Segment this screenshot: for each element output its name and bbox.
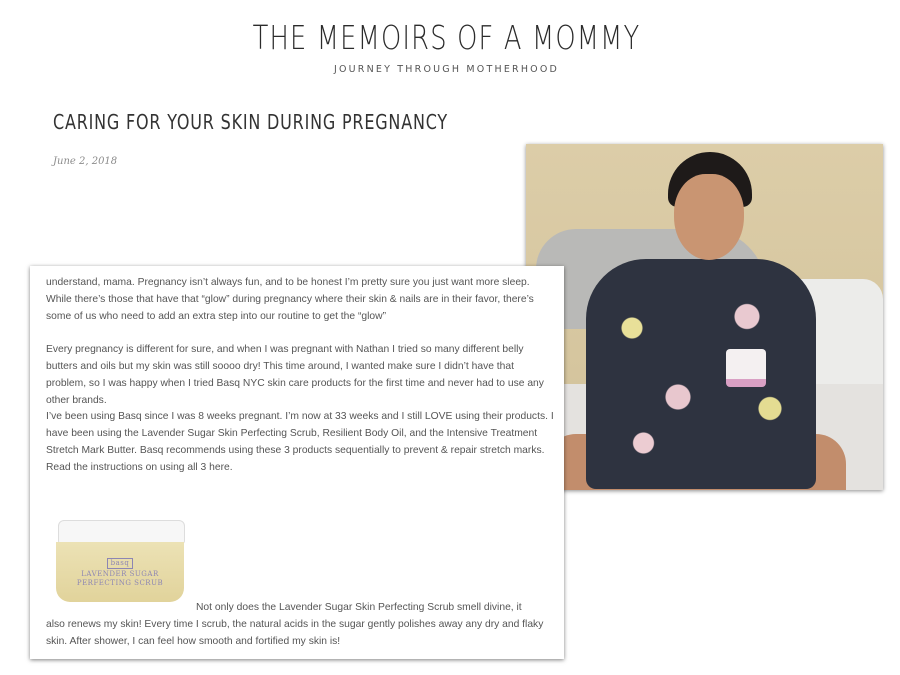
jar-label-line2: PERFECTING SCRUB (76, 579, 164, 587)
site-tagline: JOURNEY THROUGH MOTHERHOOD (333, 64, 560, 75)
photo-robe (586, 259, 816, 489)
jar-label-line1: LAVENDER SUGAR (81, 570, 159, 578)
jar-label (56, 558, 184, 588)
paragraph-intro: understand, mama. Pregnancy isn’t always fun, and to be honest I’m pretty sure you just want more sleep. While there’s those that have that “glow” during pregnancy where their skin & nails are in their favor, there’s some of us who need to add an extra step into our routine to get the “glow” (46, 277, 534, 322)
post-date: June 2, 2018 (53, 156, 118, 167)
photo-face (674, 174, 744, 260)
paragraph-experience: Every pregnancy is different for sure, and when I was pregnant with Nathan I tried so many different belly butters and oils but my skin was still soooo dry! This time around, I wanted make sure I didn’t have that problem, so I was happy when I tried Basq NYC skin care products for the first time and never had to use any other brands. (46, 344, 544, 406)
article-excerpt-card (30, 266, 564, 659)
paragraph-basq-products: I’ve been using Basq since I was 8 weeks pregnant. I’m now at 33 weeks and I still LOVE using their products. I have been using the Lavender Sugar Skin Perfecting Scrub, Resilient Body Oil, and the Intensive Treatment Stretch Mark Butter. Basq recommends using these 3 products sequentially to prevent & repair stretch marks. Read the instructions on using all 3 here. (46, 411, 554, 473)
hero-photo (526, 144, 883, 490)
photo-jar (726, 349, 766, 387)
jar-brand: basq (107, 558, 134, 569)
paragraph-scrub-rest: also renews my skin! Every time I scrub, the natural acids in the sugar gently polishes away any dry and flaky skin. After shower, I can feel how smooth and fortified my skin is! (46, 619, 544, 647)
post-title[interactable]: CARING FOR YOUR SKIN DURING PREGNANCY (53, 110, 448, 134)
paragraph-scrub-first-line: Not only does the Lavender Sugar Skin Perfecting Scrub smell divine, it (196, 602, 522, 613)
site-title[interactable]: THE MEMOIRS OF A MOMMY (252, 18, 641, 57)
jar-body (56, 542, 184, 602)
product-image-scrub[interactable] (54, 520, 189, 610)
jar-lid (58, 520, 185, 544)
